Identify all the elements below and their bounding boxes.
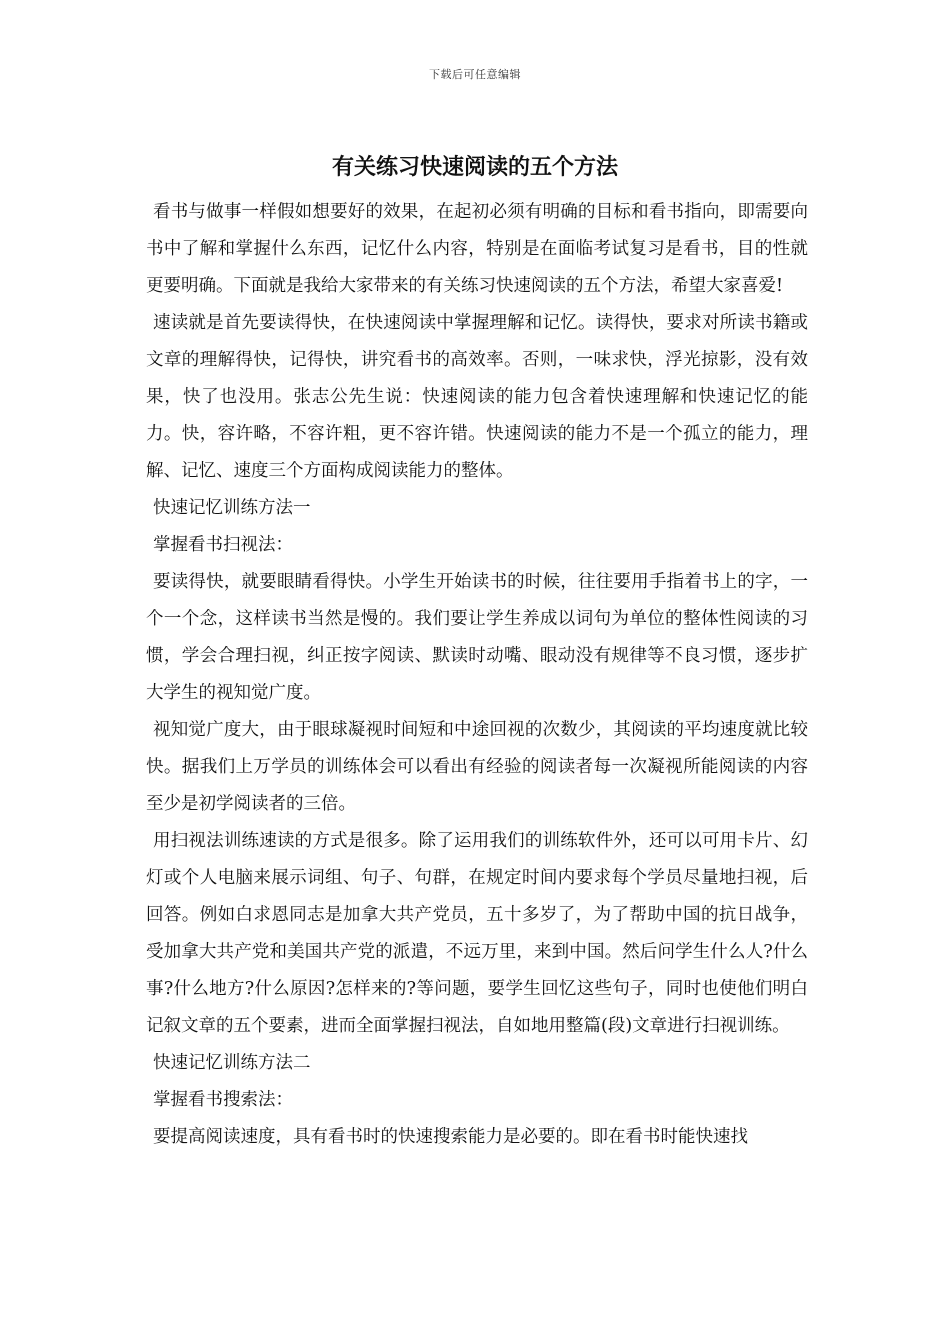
paragraph-search-1: 要提高阅读速度，具有看书时的快速搜索能力是必要的。即在看书时能快速找	[153, 1127, 748, 1147]
paragraph-definition: 速读就是首先要读得快，在快速阅读中掌握理解和记忆。读得快，要求对所读书籍或文章的理解得快，记得快，讲究看书的高效率。否则，一味求快，浮光掠影，没有效果，快了也没用。张志公先生说：快速阅读的能力包含着快速理解和快速记忆的能力。快，容许略，不容许粗，更不容许错。快速阅读的能力不是一个孤立的能力，理解、记忆、速度三个方面构成阅读能力的整体。	[146, 313, 808, 481]
paragraph-scan-1: 要读得快，就要眼睛看得快。小学生开始读书的时候，往往要用手指着书上的字，一个一个念，这样读书当然是慢的。我们要让学生养成以词句为单位的整体性阅读的习惯，学会合理扫视，纠正按字阅读、默读时动嘴、眼动没有规律等不良习惯，逐步扩大学生的视知觉广度。	[146, 572, 808, 703]
section-heading-method-2: 快速记忆训练方法二	[153, 1053, 311, 1073]
document-title: 有关练习快速阅读的五个方法	[331, 154, 618, 180]
subheading-scan-method: 掌握看书扫视法：	[153, 535, 293, 555]
header-note: 下载后可任意编辑	[429, 68, 521, 81]
document-body	[146, 194, 808, 1156]
paragraph-intro: 看书与做事一样假如想要好的效果，在起初必须有明确的目标和看书指向，即需要向书中了解和掌握什么东西，记忆什么内容，特别是在面临考试复习是看书，目的性就更要明确。下面就是我给大家带来的有关练习快速阅读的五个方法，希望大家喜爱!	[146, 202, 808, 296]
paragraph-scan-3: 用扫视法训练速读的方式是很多。除了运用我们的训练软件外，还可以可用卡片、幻灯或个人电脑来展示词组、句子、句群，在规定时间内要求每个学员尽量地扫视，后回答。例如白求恩同志是加拿大共产党员，五十多岁了，为了帮助中国的抗日战争，受加拿大共产党和美国共产党的派遣，不远万里，来到中国。然后问学生什么人?什么事?什么地方?什么原因?怎样来的?等问题，要学生回忆这些句子，同时也使他们明白记叙文章的五个要素，进而全面掌握扫视法，自如地用整篇(段)文章进行扫视训练。	[146, 831, 808, 1036]
paragraph-scan-2: 视知觉广度大，由于眼球凝视时间短和中途回视的次数少，其阅读的平均速度就比较快。据我们上万学员的训练体会可以看出有经验的阅读者每一次凝视所能阅读的内容至少是初学阅读者的三倍。	[146, 720, 808, 814]
section-heading-method-1: 快速记忆训练方法一	[153, 498, 311, 518]
subheading-search-method: 掌握看书搜索法：	[153, 1090, 293, 1110]
